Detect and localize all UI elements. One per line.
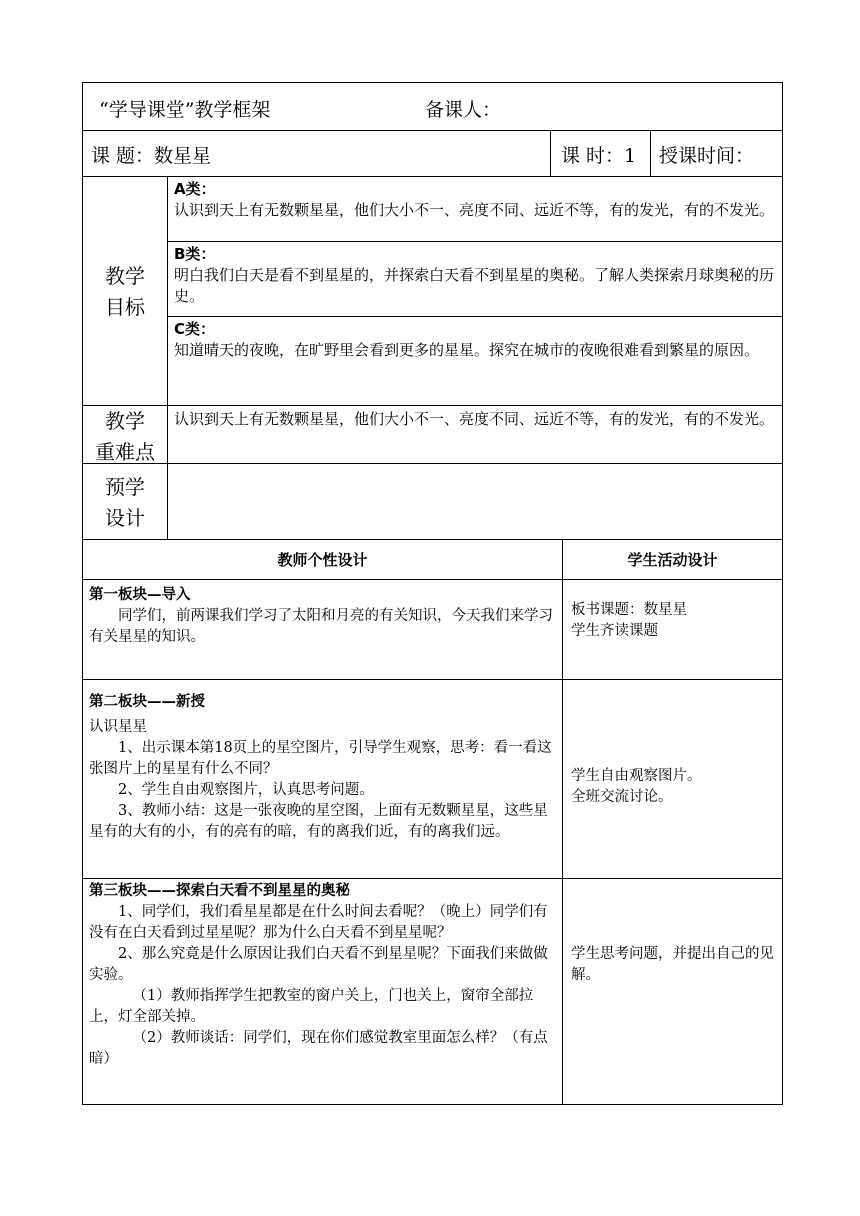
block-1-line: 同学们，前两课我们学习了太阳和月亮的有关知识，今天我们来学习有关星星的知识。 (89, 608, 553, 645)
block-1-title: 第一板块—导入 (89, 587, 191, 603)
block-2-title: 第二板块——新授 (89, 694, 205, 710)
block-2-line: 3、教师小结：这是一张夜晚的星空图，上面有无数颗星星，这些星星有的大有的小，有的亮有的暗，有的离我们近，有的离我们远。 (89, 803, 548, 840)
block-row-1 (83, 579, 782, 679)
objective-c-text: 知道晴天的夜晚，在旷野里会看到更多的星星。探究在城市的夜晚很难看到繁星的原因。 (174, 341, 760, 359)
objective-a-text: 认识到天上有无数颗星星，他们大小不一、亮度不同、远近不等，有的发光，有的不发光。 (174, 201, 775, 219)
lesson-plan-table (82, 82, 783, 1105)
difficulty-row (83, 405, 782, 463)
student-block-1-line: 学生齐读课题 (571, 623, 658, 639)
block-2-line: 2、学生自由观察图片，认真思考问题。 (118, 782, 374, 798)
student-block-3-line: 学生思考问题，并提出自己的见解。 (571, 946, 774, 983)
student-column-header: 学生活动设计 (562, 540, 782, 579)
student-block-1-line: 板书课题：数星星 (571, 602, 687, 618)
prestudy-content (167, 464, 782, 539)
objective-a-title: A类： (174, 180, 216, 198)
objective-b (168, 242, 782, 317)
lesson-info-row (83, 130, 782, 176)
objectives-row (83, 176, 782, 405)
objective-c-title: C类： (174, 320, 216, 338)
topic-label: 课 题：数星星 (91, 145, 212, 167)
block-row-2 (83, 679, 782, 878)
time-cell (650, 131, 782, 176)
student-block-2-line: 全班交流讨论。 (571, 789, 673, 805)
teacher-block-2 (83, 680, 562, 878)
block-3-title: 第三板块——探索白天看不到星星的奥秘 (89, 883, 350, 899)
prestudy-label: 预学 设计 (105, 475, 145, 530)
columns-header-row (83, 539, 782, 579)
hours-label: 课 时：1 (561, 145, 637, 167)
block-3-line: 2、那么究竟是什么原因让我们白天看不到星星呢？下面我们来做做实验。 (89, 946, 548, 983)
teacher-column-header: 教师个性设计 (277, 551, 368, 569)
preparer-label: 备课人： (425, 99, 502, 121)
teacher-block-1 (83, 580, 562, 679)
student-block-2 (562, 680, 782, 878)
objective-b-title: B类： (174, 245, 216, 263)
prestudy-row (83, 463, 782, 539)
objective-a (168, 177, 782, 242)
student-block-1 (562, 580, 782, 679)
block-3-line: （1）教师指挥学生把教室的窗户关上，门也关上，窗帘全部拉上，灯全部关掉。 (89, 988, 534, 1025)
difficulty-text: 认识到天上有无数颗星星，他们大小不一、亮度不同、远近不等，有的发光，有的不发光。 (167, 406, 782, 463)
objectives-content (167, 177, 782, 405)
teacher-block-3 (83, 879, 562, 1104)
time-label: 授课时间： (659, 145, 755, 167)
block-2-line: 1、出示课本第18页上的星空图片，引导学生观察，思考：看一看这张图片上的星星有什么不同？ (89, 740, 552, 777)
block-3-line: 1、同学们，我们看星星都是在什么时间去看呢？（晚上）同学们有没有在白天看到过星星呢？那为什么白天看不到星星呢？ (89, 904, 548, 941)
block-3-line: （2）教师谈话：同学们，现在你们感觉教室里面怎么样？（有点暗） (89, 1030, 548, 1067)
objective-b-text: 明白我们白天是看不到星星的，并探索白天看不到星星的奥秘。了解人类探索月球奥秘的历史。 (174, 266, 775, 305)
block-row-3 (83, 878, 782, 1104)
objectives-label: 教学 目标 (105, 264, 145, 319)
student-block-3 (562, 879, 782, 1104)
header-row (83, 83, 782, 130)
hours-cell (550, 131, 650, 176)
difficulty-label: 教学 重难点 (95, 409, 155, 464)
block-2-line: 认识星星 (89, 719, 147, 735)
page-title: “学导课堂”教学框架 (99, 99, 271, 121)
student-block-2-line: 学生自由观察图片。 (571, 768, 702, 784)
objective-c (168, 317, 782, 403)
